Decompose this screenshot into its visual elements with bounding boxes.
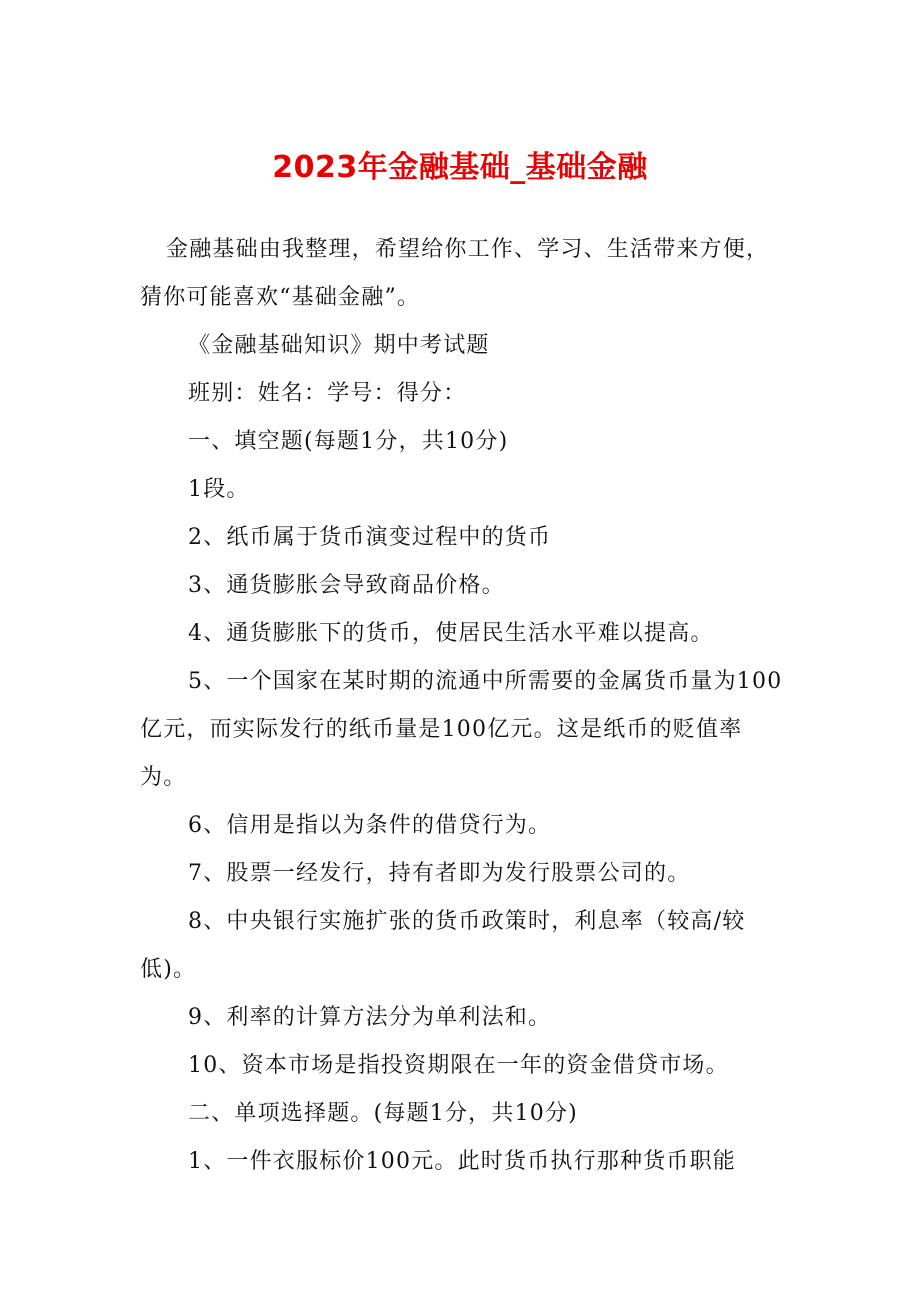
intro-paragraph: 金融基础由我整理，希望给你工作、学习、生活带来方便，猜你可能喜欢“基础金融”。 — [140, 237, 770, 310]
section-heading-fill-blank: 一、填空题(每题1分，共10分) — [188, 429, 509, 454]
question-4: 4、通货膨胀下的货币，使居民生活水平难以提高。 — [188, 621, 714, 646]
question-8: 8、中央银行实施扩张的货币政策时，利息率（较高/较低)。 — [140, 909, 746, 982]
question-7: 7、股票一经发行，持有者即为发行股票公司的。 — [188, 861, 691, 886]
question-9: 9、利率的计算方法分为单利法和。 — [188, 1005, 552, 1030]
document-title: 2023年金融基础_基础金融 — [272, 150, 648, 185]
question-6: 6、信用是指以为条件的借贷行为。 — [188, 813, 552, 838]
mc-question-1: 1、一件衣服标价100元。此时货币执行那种货币职能 — [188, 1149, 736, 1174]
question-10: 10、资本市场是指投资期限在一年的资金借贷市场。 — [188, 1053, 729, 1078]
exam-title: 《金融基础知识》期中考试题 — [188, 333, 490, 358]
question-2: 2、纸币属于货币演变过程中的货币 — [188, 525, 552, 550]
document-body — [140, 226, 788, 1186]
section-heading-multiple-choice: 二、单项选择题。(每题1分，共10分) — [188, 1101, 578, 1126]
question-1: 1段。 — [188, 477, 250, 502]
question-5: 5、一个国家在某时期的流通中所需要的金属货币量为100亿元，而实际发行的纸币量是100亿元。这是纸币的贬值率为。 — [140, 669, 783, 790]
question-3: 3、通货膨胀会导致商品价格。 — [188, 573, 505, 598]
student-info-line: 班别：姓名：学号：得分： — [188, 381, 467, 406]
